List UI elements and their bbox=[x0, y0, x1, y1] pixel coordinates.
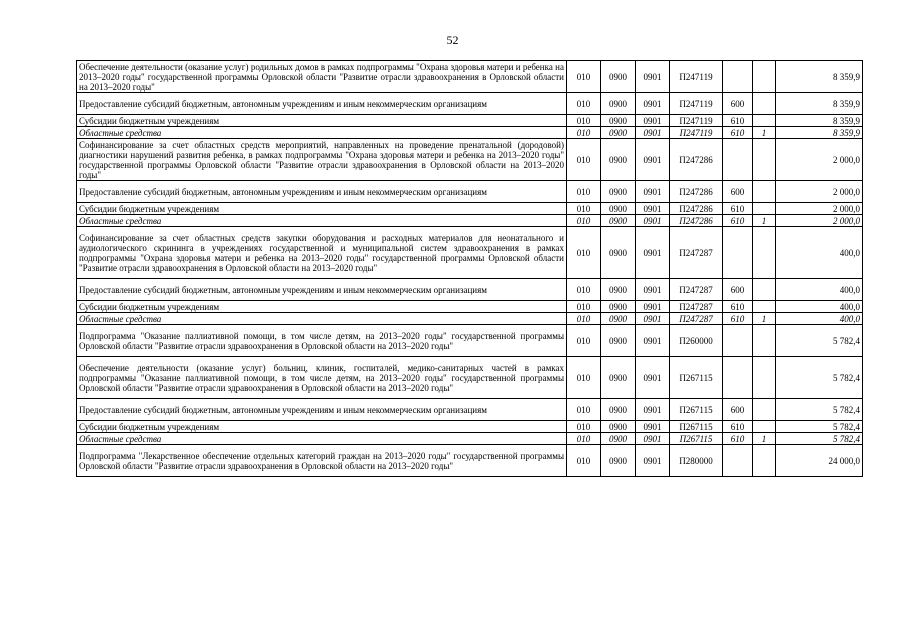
expense-type-cell: 610 bbox=[723, 301, 753, 313]
subsection-code-cell: 0901 bbox=[636, 279, 670, 301]
expense-type-cell: 610 bbox=[723, 115, 753, 127]
subsection-code-cell: 0901 bbox=[636, 61, 670, 93]
row-description: Субсидии бюджетным учреждениям bbox=[77, 301, 567, 313]
fund-source-cell bbox=[753, 301, 776, 313]
admin-code-cell: 010 bbox=[567, 215, 601, 227]
amount-cell: 8 359,9 bbox=[776, 127, 863, 139]
expense-type-cell: 600 bbox=[723, 279, 753, 301]
fund-source-cell: 1 bbox=[753, 313, 776, 325]
subsection-code-cell: 0901 bbox=[636, 115, 670, 127]
subsection-code-cell: 0901 bbox=[636, 93, 670, 115]
target-article-cell: П267115 bbox=[670, 399, 723, 421]
admin-code-cell: 010 bbox=[567, 61, 601, 93]
table-row bbox=[77, 61, 863, 93]
row-description: Субсидии бюджетным учреждениям bbox=[77, 421, 567, 433]
fund-source-cell bbox=[753, 445, 776, 477]
fund-source-cell: 1 bbox=[753, 127, 776, 139]
expense-type-cell: 610 bbox=[723, 433, 753, 445]
section-code-cell: 0900 bbox=[601, 139, 636, 181]
admin-code-cell: 010 bbox=[567, 227, 601, 279]
section-code-cell: 0900 bbox=[601, 181, 636, 203]
table-row bbox=[77, 433, 863, 445]
amount-cell: 2 000,0 bbox=[776, 203, 863, 215]
target-article-cell: П260000 bbox=[670, 325, 723, 357]
admin-code-cell: 010 bbox=[567, 181, 601, 203]
row-description: Областные средства bbox=[77, 313, 567, 325]
expense-type-cell: 610 bbox=[723, 127, 753, 139]
subsection-code-cell: 0901 bbox=[636, 301, 670, 313]
admin-code-cell: 010 bbox=[567, 279, 601, 301]
table-row bbox=[77, 421, 863, 433]
table-row bbox=[77, 279, 863, 301]
expense-type-cell: 610 bbox=[723, 421, 753, 433]
target-article-cell: П247287 bbox=[670, 227, 723, 279]
section-code-cell: 0900 bbox=[601, 227, 636, 279]
section-code-cell: 0900 bbox=[601, 215, 636, 227]
amount-cell: 400,0 bbox=[776, 301, 863, 313]
target-article-cell: П247119 bbox=[670, 93, 723, 115]
subsection-code-cell: 0901 bbox=[636, 227, 670, 279]
row-description: Обеспечение деятельности (оказание услуг) родильных домов в рамках подпрограммы "Охрана здоровья матери и ребенка на 2013–2020 годы" государственной программы Орловской области "Развитие отрасли здравоохранения в Орловской области на 2013–2020 годы" bbox=[77, 61, 567, 93]
target-article-cell: П247286 bbox=[670, 215, 723, 227]
admin-code-cell: 010 bbox=[567, 115, 601, 127]
table-row bbox=[77, 313, 863, 325]
subsection-code-cell: 0901 bbox=[636, 433, 670, 445]
table-row bbox=[77, 325, 863, 357]
expense-type-cell: 600 bbox=[723, 181, 753, 203]
expense-type-cell: 600 bbox=[723, 93, 753, 115]
amount-cell: 400,0 bbox=[776, 227, 863, 279]
expense-type-cell bbox=[723, 445, 753, 477]
admin-code-cell: 010 bbox=[567, 357, 601, 399]
expense-type-cell bbox=[723, 357, 753, 399]
expense-type-cell: 610 bbox=[723, 215, 753, 227]
amount-cell: 8 359,9 bbox=[776, 115, 863, 127]
admin-code-cell: 010 bbox=[567, 445, 601, 477]
subsection-code-cell: 0901 bbox=[636, 215, 670, 227]
table-row bbox=[77, 127, 863, 139]
expense-type-cell bbox=[723, 325, 753, 357]
amount-cell: 5 782,4 bbox=[776, 325, 863, 357]
fund-source-cell bbox=[753, 325, 776, 357]
table-row bbox=[77, 181, 863, 203]
admin-code-cell: 010 bbox=[567, 203, 601, 215]
admin-code-cell: 010 bbox=[567, 301, 601, 313]
subsection-code-cell: 0901 bbox=[636, 127, 670, 139]
expense-type-cell bbox=[723, 227, 753, 279]
row-description: Областные средства bbox=[77, 127, 567, 139]
section-code-cell: 0900 bbox=[601, 433, 636, 445]
row-description: Предоставление субсидий бюджетным, автономным учреждениям и иным некоммерческим организациям bbox=[77, 399, 567, 421]
admin-code-cell: 010 bbox=[567, 139, 601, 181]
admin-code-cell: 010 bbox=[567, 421, 601, 433]
amount-cell: 5 782,4 bbox=[776, 399, 863, 421]
target-article-cell: П280000 bbox=[670, 445, 723, 477]
budget-table bbox=[76, 60, 863, 477]
row-description: Субсидии бюджетным учреждениям bbox=[77, 115, 567, 127]
page-number: 52 bbox=[446, 33, 459, 47]
section-code-cell: 0900 bbox=[601, 93, 636, 115]
target-article-cell: П247286 bbox=[670, 203, 723, 215]
fund-source-cell bbox=[753, 279, 776, 301]
section-code-cell: 0900 bbox=[601, 127, 636, 139]
target-article-cell: П267115 bbox=[670, 433, 723, 445]
fund-source-cell bbox=[753, 227, 776, 279]
amount-cell: 2 000,0 bbox=[776, 181, 863, 203]
section-code-cell: 0900 bbox=[601, 325, 636, 357]
expense-type-cell bbox=[723, 139, 753, 181]
amount-cell: 24 000,0 bbox=[776, 445, 863, 477]
subsection-code-cell: 0901 bbox=[636, 203, 670, 215]
section-code-cell: 0900 bbox=[601, 399, 636, 421]
fund-source-cell bbox=[753, 61, 776, 93]
fund-source-cell bbox=[753, 93, 776, 115]
table-row bbox=[77, 227, 863, 279]
row-description: Софинансирование за счет областных средств мероприятий, направленных на проведение пренатальной (дородовой) диагностики нарушений развития ребенка, в рамках подпрограммы "Охрана здоровья матери и ребенка на 2013–2020 годы" государственной программы Орловской области "Развитие отрасли здравоохранения в Орловской области на 2013–2020 годы" bbox=[77, 139, 567, 181]
admin-code-cell: 010 bbox=[567, 399, 601, 421]
fund-source-cell bbox=[753, 421, 776, 433]
target-article-cell: П247119 bbox=[670, 61, 723, 93]
budget-table-body bbox=[77, 61, 863, 477]
row-description: Областные средства bbox=[77, 433, 567, 445]
section-code-cell: 0900 bbox=[601, 279, 636, 301]
table-row bbox=[77, 115, 863, 127]
fund-source-cell: 1 bbox=[753, 433, 776, 445]
fund-source-cell bbox=[753, 181, 776, 203]
expense-type-cell: 610 bbox=[723, 203, 753, 215]
target-article-cell: П247119 bbox=[670, 115, 723, 127]
row-description: Обеспечение деятельности (оказание услуг) больниц, клиник, госпиталей, медико-санитарных частей в рамках подпрограммы "Оказание паллиативной помощи, в том числе детям, на 2013–2020 годы" государственной программы Орловской области "Развитие отрасли здравоохранения в Орловской области на 2013–2020 годы" bbox=[77, 357, 567, 399]
admin-code-cell: 010 bbox=[567, 325, 601, 357]
expense-type-cell: 600 bbox=[723, 399, 753, 421]
target-article-cell: П247287 bbox=[670, 279, 723, 301]
fund-source-cell bbox=[753, 357, 776, 399]
target-article-cell: П247287 bbox=[670, 313, 723, 325]
fund-source-cell bbox=[753, 115, 776, 127]
fund-source-cell bbox=[753, 139, 776, 181]
amount-cell: 400,0 bbox=[776, 279, 863, 301]
row-description: Софинансирование за счет областных средств закупки оборудования и расходных материалов для неонатального и аудиологического скрининга в учреждениях государственной и муниципальной систем здравоохранения в рамках подпрограммы "Охрана здоровья матери и ребенка на 2013–2020 годы" государственной программы Орловской области "Развитие отрасли здравоохранения в Орловской области на 2013–2020 годы" bbox=[77, 227, 567, 279]
admin-code-cell: 010 bbox=[567, 127, 601, 139]
row-description: Предоставление субсидий бюджетным, автономным учреждениям и иным некоммерческим организациям bbox=[77, 93, 567, 115]
subsection-code-cell: 0901 bbox=[636, 445, 670, 477]
section-code-cell: 0900 bbox=[601, 357, 636, 399]
section-code-cell: 0900 bbox=[601, 203, 636, 215]
section-code-cell: 0900 bbox=[601, 301, 636, 313]
table-row bbox=[77, 93, 863, 115]
row-description: Подпрограмма "Оказание паллиативной помощи, в том числе детям, на 2013–2020 годы" государственной программы Орловской области "Развитие отрасли здравоохранения в Орловской области на 2013–2020 годы" bbox=[77, 325, 567, 357]
row-description: Предоставление субсидий бюджетным, автономным учреждениям и иным некоммерческим организациям bbox=[77, 181, 567, 203]
amount-cell: 2 000,0 bbox=[776, 139, 863, 181]
table-row bbox=[77, 215, 863, 227]
target-article-cell: П267115 bbox=[670, 421, 723, 433]
subsection-code-cell: 0901 bbox=[636, 139, 670, 181]
amount-cell: 8 359,9 bbox=[776, 93, 863, 115]
target-article-cell: П247119 bbox=[670, 127, 723, 139]
table-row bbox=[77, 357, 863, 399]
admin-code-cell: 010 bbox=[567, 313, 601, 325]
section-code-cell: 0900 bbox=[601, 421, 636, 433]
admin-code-cell: 010 bbox=[567, 433, 601, 445]
subsection-code-cell: 0901 bbox=[636, 313, 670, 325]
fund-source-cell bbox=[753, 399, 776, 421]
target-article-cell: П247287 bbox=[670, 301, 723, 313]
target-article-cell: П247286 bbox=[670, 181, 723, 203]
subsection-code-cell: 0901 bbox=[636, 421, 670, 433]
amount-cell: 5 782,4 bbox=[776, 433, 863, 445]
admin-code-cell: 010 bbox=[567, 93, 601, 115]
amount-cell: 5 782,4 bbox=[776, 357, 863, 399]
row-description: Предоставление субсидий бюджетным, автономным учреждениям и иным некоммерческим организациям bbox=[77, 279, 567, 301]
row-description: Областные средства bbox=[77, 215, 567, 227]
expense-type-cell: 610 bbox=[723, 313, 753, 325]
subsection-code-cell: 0901 bbox=[636, 181, 670, 203]
section-code-cell: 0900 bbox=[601, 61, 636, 93]
amount-cell: 400,0 bbox=[776, 313, 863, 325]
subsection-code-cell: 0901 bbox=[636, 325, 670, 357]
section-code-cell: 0900 bbox=[601, 445, 636, 477]
amount-cell: 8 359,9 bbox=[776, 61, 863, 93]
table-row bbox=[77, 301, 863, 313]
table-row bbox=[77, 399, 863, 421]
section-code-cell: 0900 bbox=[601, 313, 636, 325]
table-row bbox=[77, 445, 863, 477]
section-code-cell: 0900 bbox=[601, 115, 636, 127]
subsection-code-cell: 0901 bbox=[636, 399, 670, 421]
target-article-cell: П267115 bbox=[670, 357, 723, 399]
subsection-code-cell: 0901 bbox=[636, 357, 670, 399]
row-description: Субсидии бюджетным учреждениям bbox=[77, 203, 567, 215]
row-description: Подпрограмма "Лекарственное обеспечение отдельных категорий граждан на 2013–2020 годы" государственной программы Орловской области "Развитие отрасли здравоохранения в Орловской области на 2013–2020 годы" bbox=[77, 445, 567, 477]
expense-type-cell bbox=[723, 61, 753, 93]
table-row bbox=[77, 139, 863, 181]
fund-source-cell bbox=[753, 203, 776, 215]
amount-cell: 5 782,4 bbox=[776, 421, 863, 433]
table-row bbox=[77, 203, 863, 215]
fund-source-cell: 1 bbox=[753, 215, 776, 227]
target-article-cell: П247286 bbox=[670, 139, 723, 181]
amount-cell: 2 000,0 bbox=[776, 215, 863, 227]
